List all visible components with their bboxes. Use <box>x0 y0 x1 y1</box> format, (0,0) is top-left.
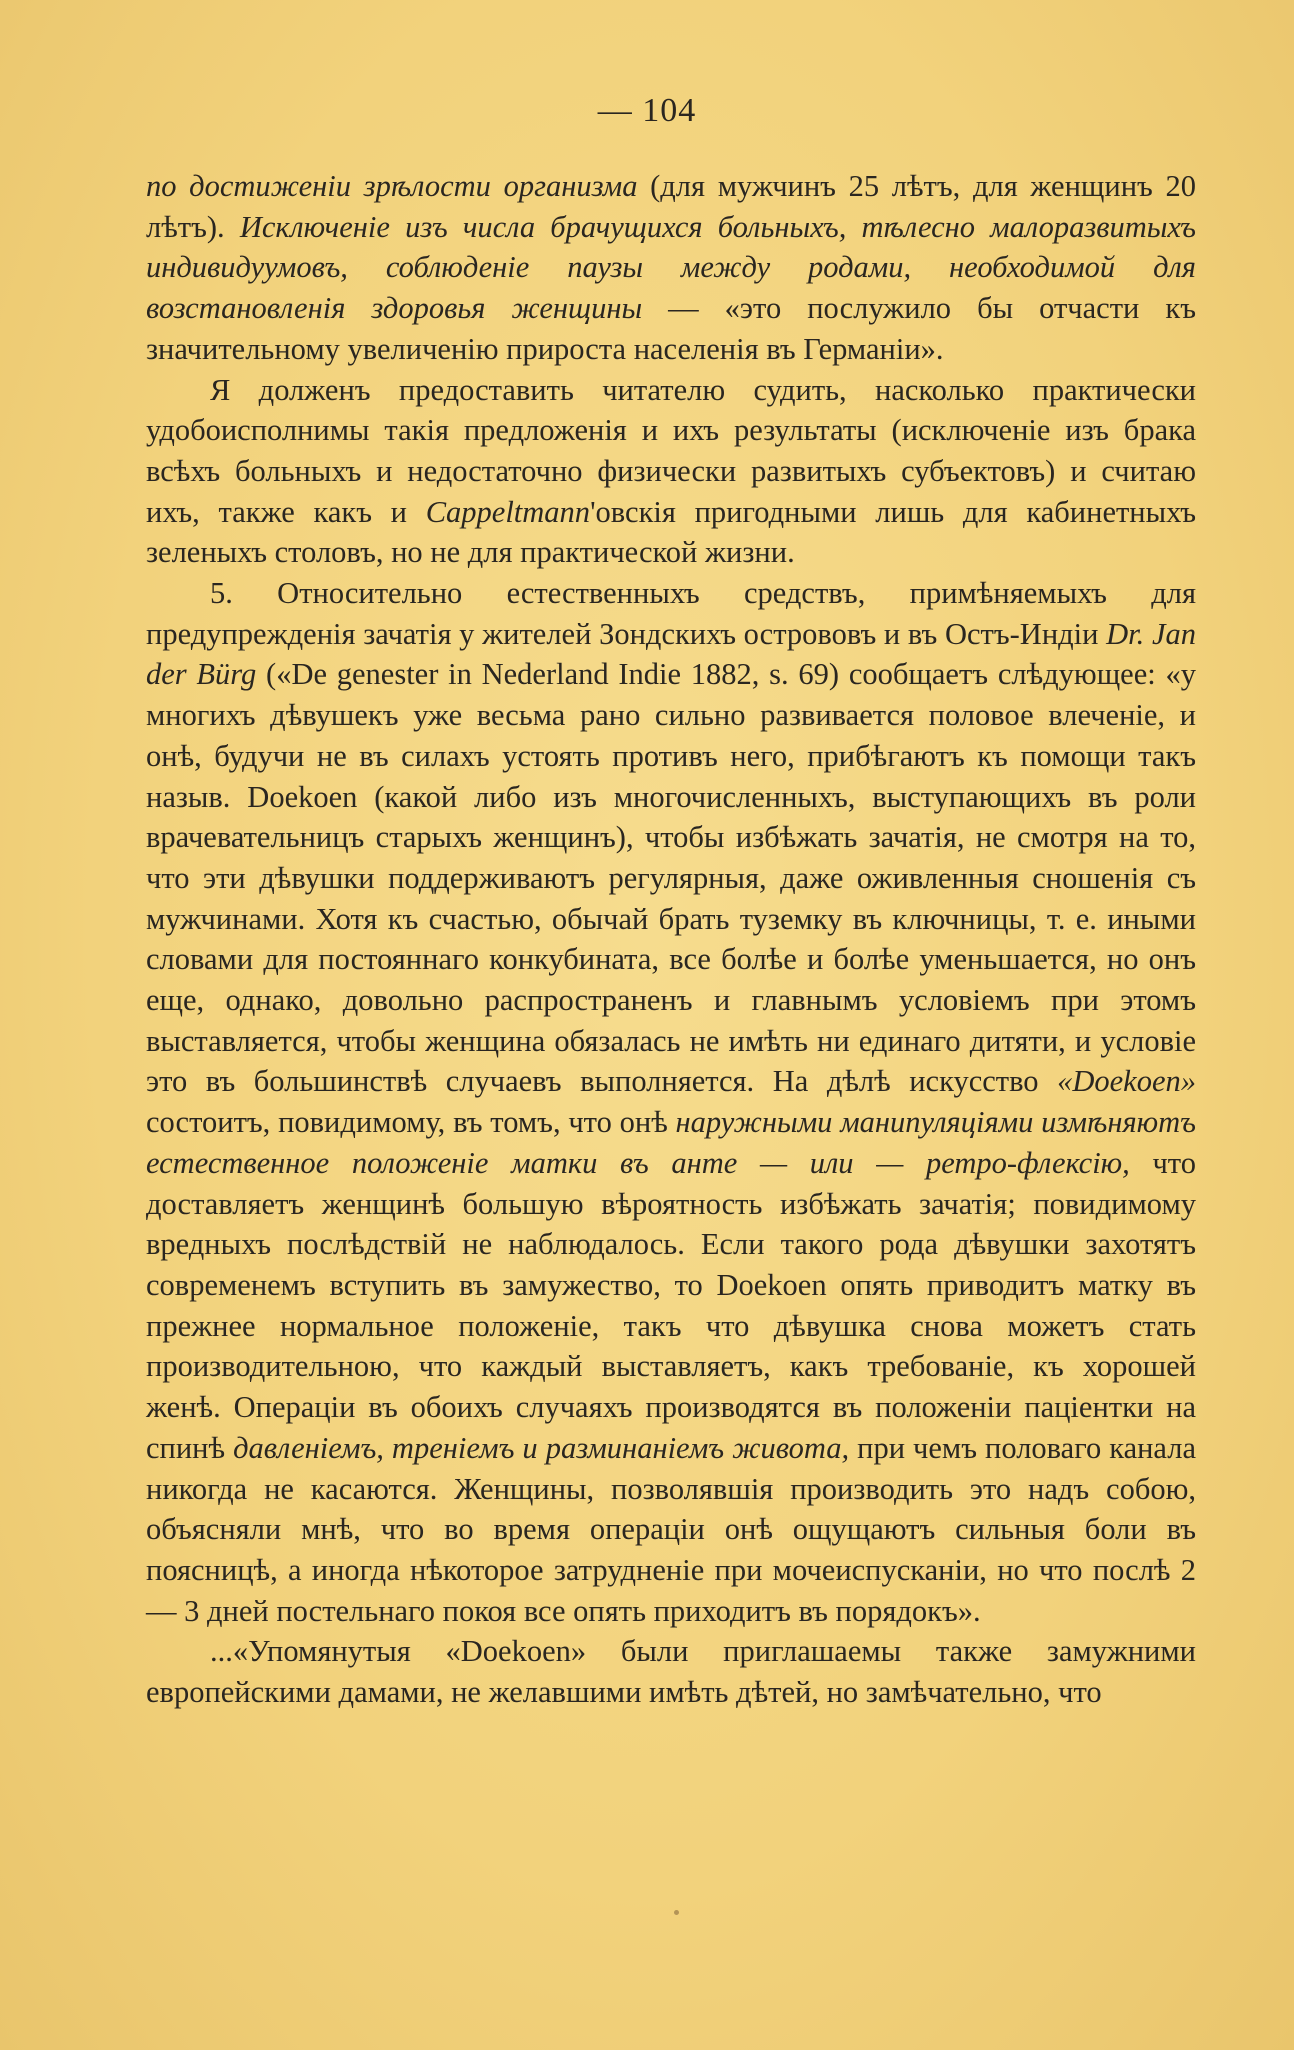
text-run: по достиженіи зрѣлости организма <box>146 169 638 203</box>
text-run: ...«Упомянутыя «Doekoen» были приглашаемы также замужними европейскими дамами, не желавшими имѣть дѣтей, но замѣчательно, что <box>146 1634 1196 1710</box>
paragraph-1 <box>146 166 1196 370</box>
body-text <box>146 166 1196 1713</box>
print-speck <box>674 1910 679 1915</box>
text-run: — «это послужило бы отчасти къ значительному увеличенію прироста населенія въ Германіи». <box>146 291 1196 366</box>
paragraph-2 <box>146 370 1196 574</box>
paragraph-3 <box>146 573 1196 1631</box>
paragraph-4 <box>146 1631 1196 1712</box>
text-run: (для мужчинъ 25 лѣтъ, для женщинъ 20 лѣтъ). <box>146 169 1196 244</box>
page-number: — 104 <box>597 92 697 129</box>
text-run: наружными манипуляціями измѣняютъ естественное положеніе матки въ анте — или — ретро-флексію, <box>146 1105 1196 1180</box>
text-run: давленіемъ, треніемъ и разминаніемъ живота, <box>233 1430 850 1465</box>
text-run: при чемъ половаго канала никогда не касаются. Женщины, позволявшія производить это надъ собою, объясняли мнѣ, что во время операціи онѣ ощущаютъ сильныя боли въ поясницѣ, а иногда нѣкоторое затрудненіе при мочеиспусканіи, но что послѣ 2 — 3 дней постельнаго покоя все опять приходитъ въ порядокъ». <box>146 1430 1196 1628</box>
text-run: 5. Относительно естественныхъ средствъ, примѣняемыхъ для предупрежденія зачатія у жителей Зондскихъ острововъ и въ Остъ-Индіи <box>146 576 1196 651</box>
text-run: что доставляетъ женщинѣ большую вѣроятность избѣжать зачатія; повидимому вредныхъ послѣдствій не наблюдалось. Если такого рода дѣвушки захотятъ современемъ вступить въ замужество, то Doekoen опять приводитъ матку въ прежнее нормальное положеніе, такъ что дѣвушка снова можетъ стать производительною, что каждый выставляетъ, какъ требованіе, къ хорошей женѣ. Операціи въ обоихъ случаяхъ производятся въ положеніи паціентки на спинѣ <box>146 1145 1196 1465</box>
text-run: Исключеніе изъ числа брачущихся больныхъ, тѣлесно малоразвитыхъ индивидуумовъ, соблюденіе паузы между родами, необходимой для возстановленія здоровья женщины <box>146 209 1196 326</box>
text-run: 'овскія пригодными лишь для кабинетныхъ зеленыхъ столовъ, но не для практической жизни. <box>146 494 1196 570</box>
text-run: («De genester in Nederland Indie 1882, s. 69) сообщаетъ слѣдующее: «у многихъ дѣвушекъ уже весьма рано сильно развивается половое влеченіе, и онѣ, будучи не въ силахъ устоять противъ него, прибѣгаютъ къ помощи такъ назыв. Doekoen (какой либо изъ многочисленныхъ, выступающихъ въ роли врачевательницъ старыхъ женщинъ), чтобы избѣжать зачатія, не смотря на то, что эти дѣвушки поддерживаютъ регулярныя, даже оживленныя сношенія съ мужчинами. Хотя къ счастью, обычай брать туземку въ ключницы, т. е. иными словами для постояннаго конкубината, все болѣе и болѣе уменьшается, но онъ еще, однако, довольно распространенъ и главнымъ условіемъ при этомъ выставляется, чтобы женщина обязалась не имѣть ни единаго дитяти, и условіе это въ большинствѣ случаевъ выполняется. На дѣлѣ искусство <box>146 657 1196 1099</box>
text-run: «Doekoen» <box>1057 1064 1196 1099</box>
text-run: состоитъ, повидимому, въ томъ, что онѣ <box>146 1105 676 1140</box>
text-run: Я долженъ предоставить читателю судить, насколько практически удобоисполнимы такія предложенія и ихъ результаты (исключеніе изъ брака всѣхъ больныхъ и недостаточно физически развитыхъ субъектовъ) и считаю ихъ, также какъ и <box>146 372 1196 529</box>
text-run: Cappeltmann <box>425 494 591 529</box>
text-run: Dr. Jan der Bürg <box>146 616 1196 692</box>
